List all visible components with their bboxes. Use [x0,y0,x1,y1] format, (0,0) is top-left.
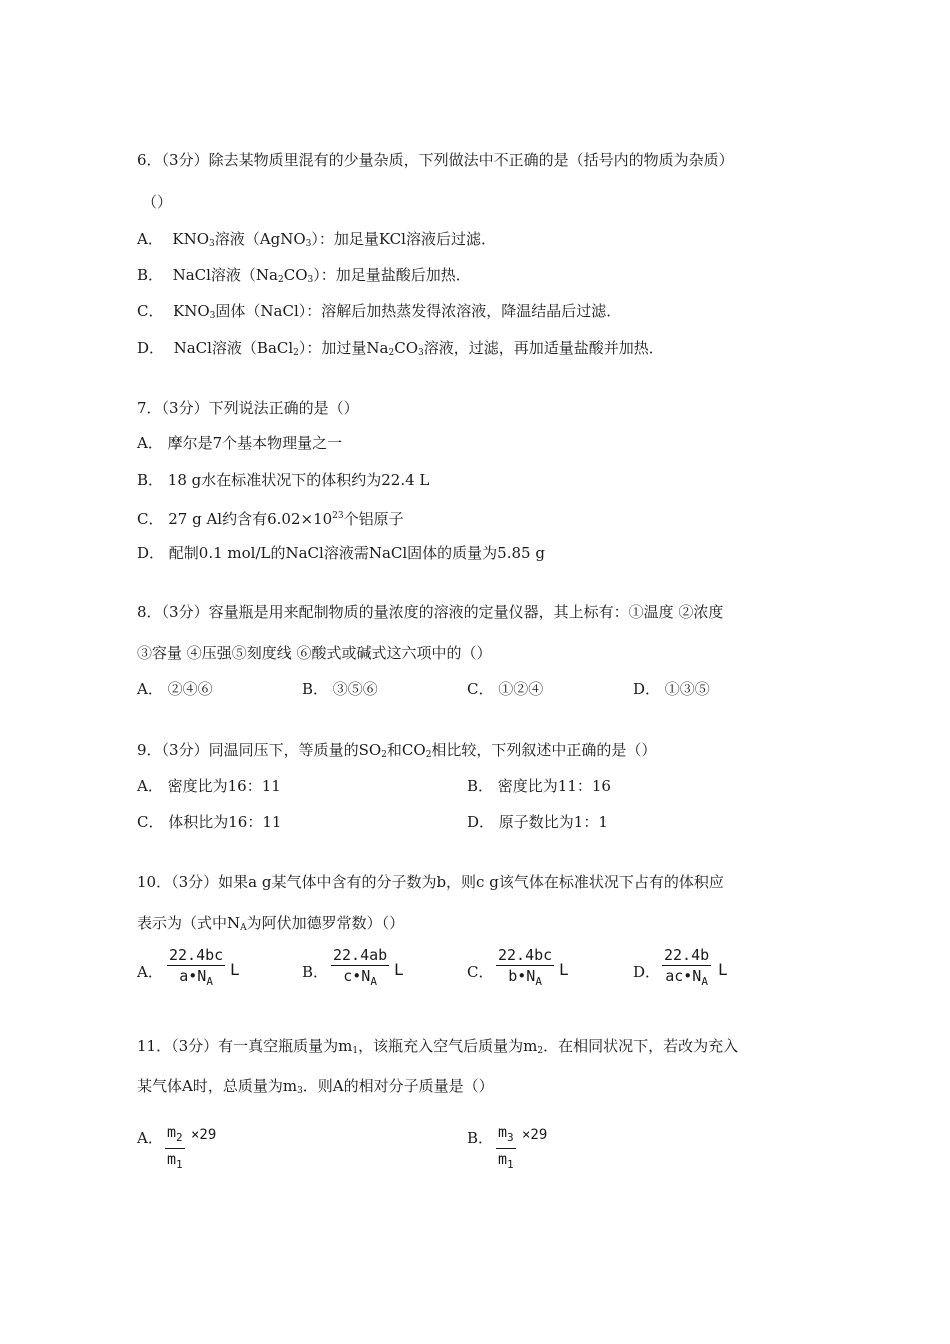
q10-option-b-label: B． [302,963,329,981]
q10-stem: 10．（3分）如果a g某气体中含有的分子数为b，则c g该气体在标准状况下占有的体积应 [137,873,724,891]
q10-option-b-fraction [331,946,389,991]
fraction-bar [496,965,554,966]
q11-option-b-denominator: $m_1$ [498,1150,514,1171]
q10-option-d-fraction [662,946,711,991]
q7-option-d: D． 配制0.1 mol/L的NaCl溶液需NaCl固体的质量为5.85 g [137,544,545,562]
fraction-bar [496,1148,516,1149]
q8-option-c: C． ①②④ [467,680,544,698]
q11-option-a-label: A． [137,1129,163,1147]
q11-stem: 11．（3分）有一真空瓶质量为$m_1$，该瓶充入空气后质量为$m_2$．在相同状况下，若改为充入 [137,1037,739,1056]
q9-option-d: D． 原子数比为1：1 [467,813,608,831]
q10-option-a-numerator: 22.4bc [169,946,224,964]
q8-option-d: D． ①③⑤ [633,680,710,698]
q10-option-d-denominator: $ac•N_A$ [665,967,708,988]
q10-stem-cont: 表示为（式中$N_A$为阿伏加德罗常数）（） [137,914,405,933]
q11-option-a-fraction [165,1123,185,1174]
q11-option-a-multiplier: ×29 [191,1127,217,1143]
fraction-bar [331,965,389,966]
q10-option-c-fraction [496,946,554,991]
q8-option-b: B． ③⑤⑥ [302,680,378,698]
q10-option-b-unit: L [394,960,404,979]
q10-option-a-unit: L [230,960,240,979]
q10-option-c-numerator: 22.4bc [498,946,553,964]
q10-option-a-denominator: $a•N_A$ [179,967,213,988]
q10-option-d-unit: L [718,960,728,979]
q7-option-a: A． 摩尔是7个基本物理量之一 [137,434,343,452]
fraction-bar [167,965,225,966]
q7-option-c: C． 27 g Al约含有$6.02\times 10^{23}$个铝原子 [137,510,404,528]
q11-option-b-label: B． [467,1129,494,1147]
q6-stem: 6．（3分）除去某物质里混有的少量杂质，下列做法中不正确的是（括号内的物质为杂质） [137,151,734,169]
fraction-bar [165,1148,185,1149]
q11-option-b-numerator: $m_3$ [498,1123,514,1144]
q10-option-d-numerator: 22.4b [664,946,710,964]
q8-option-a: A． ②④⑥ [137,680,213,698]
q11-option-b-multiplier: ×29 [522,1127,548,1143]
q6-option-a: A． $KNO_3$溶液（AgNO$_3$）：加足量KCl溶液后过滤． [137,230,496,249]
q9-stem: 9．（3分）同温同压下，等质量的$SO_2$和$CO_2$相比较，下列叙述中正确的是（） [137,741,657,760]
q11-option-a-numerator: $m_2$ [167,1123,183,1144]
q11-stem-cont: 某气体A时，总质量为$m_3$．则A的相对分子质量是（） [137,1077,494,1096]
q6-option-b: B． NaCl溶液$(Na_2CO_3)$：加足量盐酸后加热． [137,266,471,285]
q11-option-a-denominator: $m_1$ [167,1150,183,1171]
q8-stem: 8．（3分）容量瓶是用来配制物质的量浓度的溶液的定量仪器，其上标有：①温度 ②浓度 [137,603,724,621]
q10-option-b-numerator: 22.4ab [333,946,388,964]
q7-stem: 7．（3分）下列说法正确的是（） [137,399,359,417]
q10-option-d-label: D． [633,963,661,981]
q10-option-a-label: A． [137,963,163,981]
q6-option-d: D． NaCl溶液（BaCl$_2$）：加过量$Na_2CO_3$溶液，过滤，再加适量盐酸并加热． [137,339,664,358]
q9-option-c: C． 体积比为16：11 [137,813,282,831]
q6-option-c: C． $KNO_3$固体（NaCl）：溶解后加热蒸发得浓溶液，降温结晶后过滤． [137,302,622,321]
fraction-bar [662,965,711,966]
q9-option-a: A． 密度比为16：11 [137,777,281,795]
q8-stem-cont: ③容量 ④压强⑤刻度线 ⑥酸式或碱式这六项中的（） [137,644,492,662]
q9-option-b: B． 密度比为11：16 [467,777,611,795]
q10-option-c-denominator: $b•N_A$ [508,967,542,988]
q10-option-a-fraction [167,946,225,991]
q10-option-c-unit: L [559,960,569,979]
q7-option-b: B． 18 g水在标准状况下的体积约为22.4 L [137,471,430,489]
q10-option-c-label: C． [467,963,494,981]
q11-option-b-fraction [496,1123,516,1174]
q10-option-b-denominator: $c•N_A$ [343,967,377,988]
q6-stem-paren: （） [142,193,173,211]
